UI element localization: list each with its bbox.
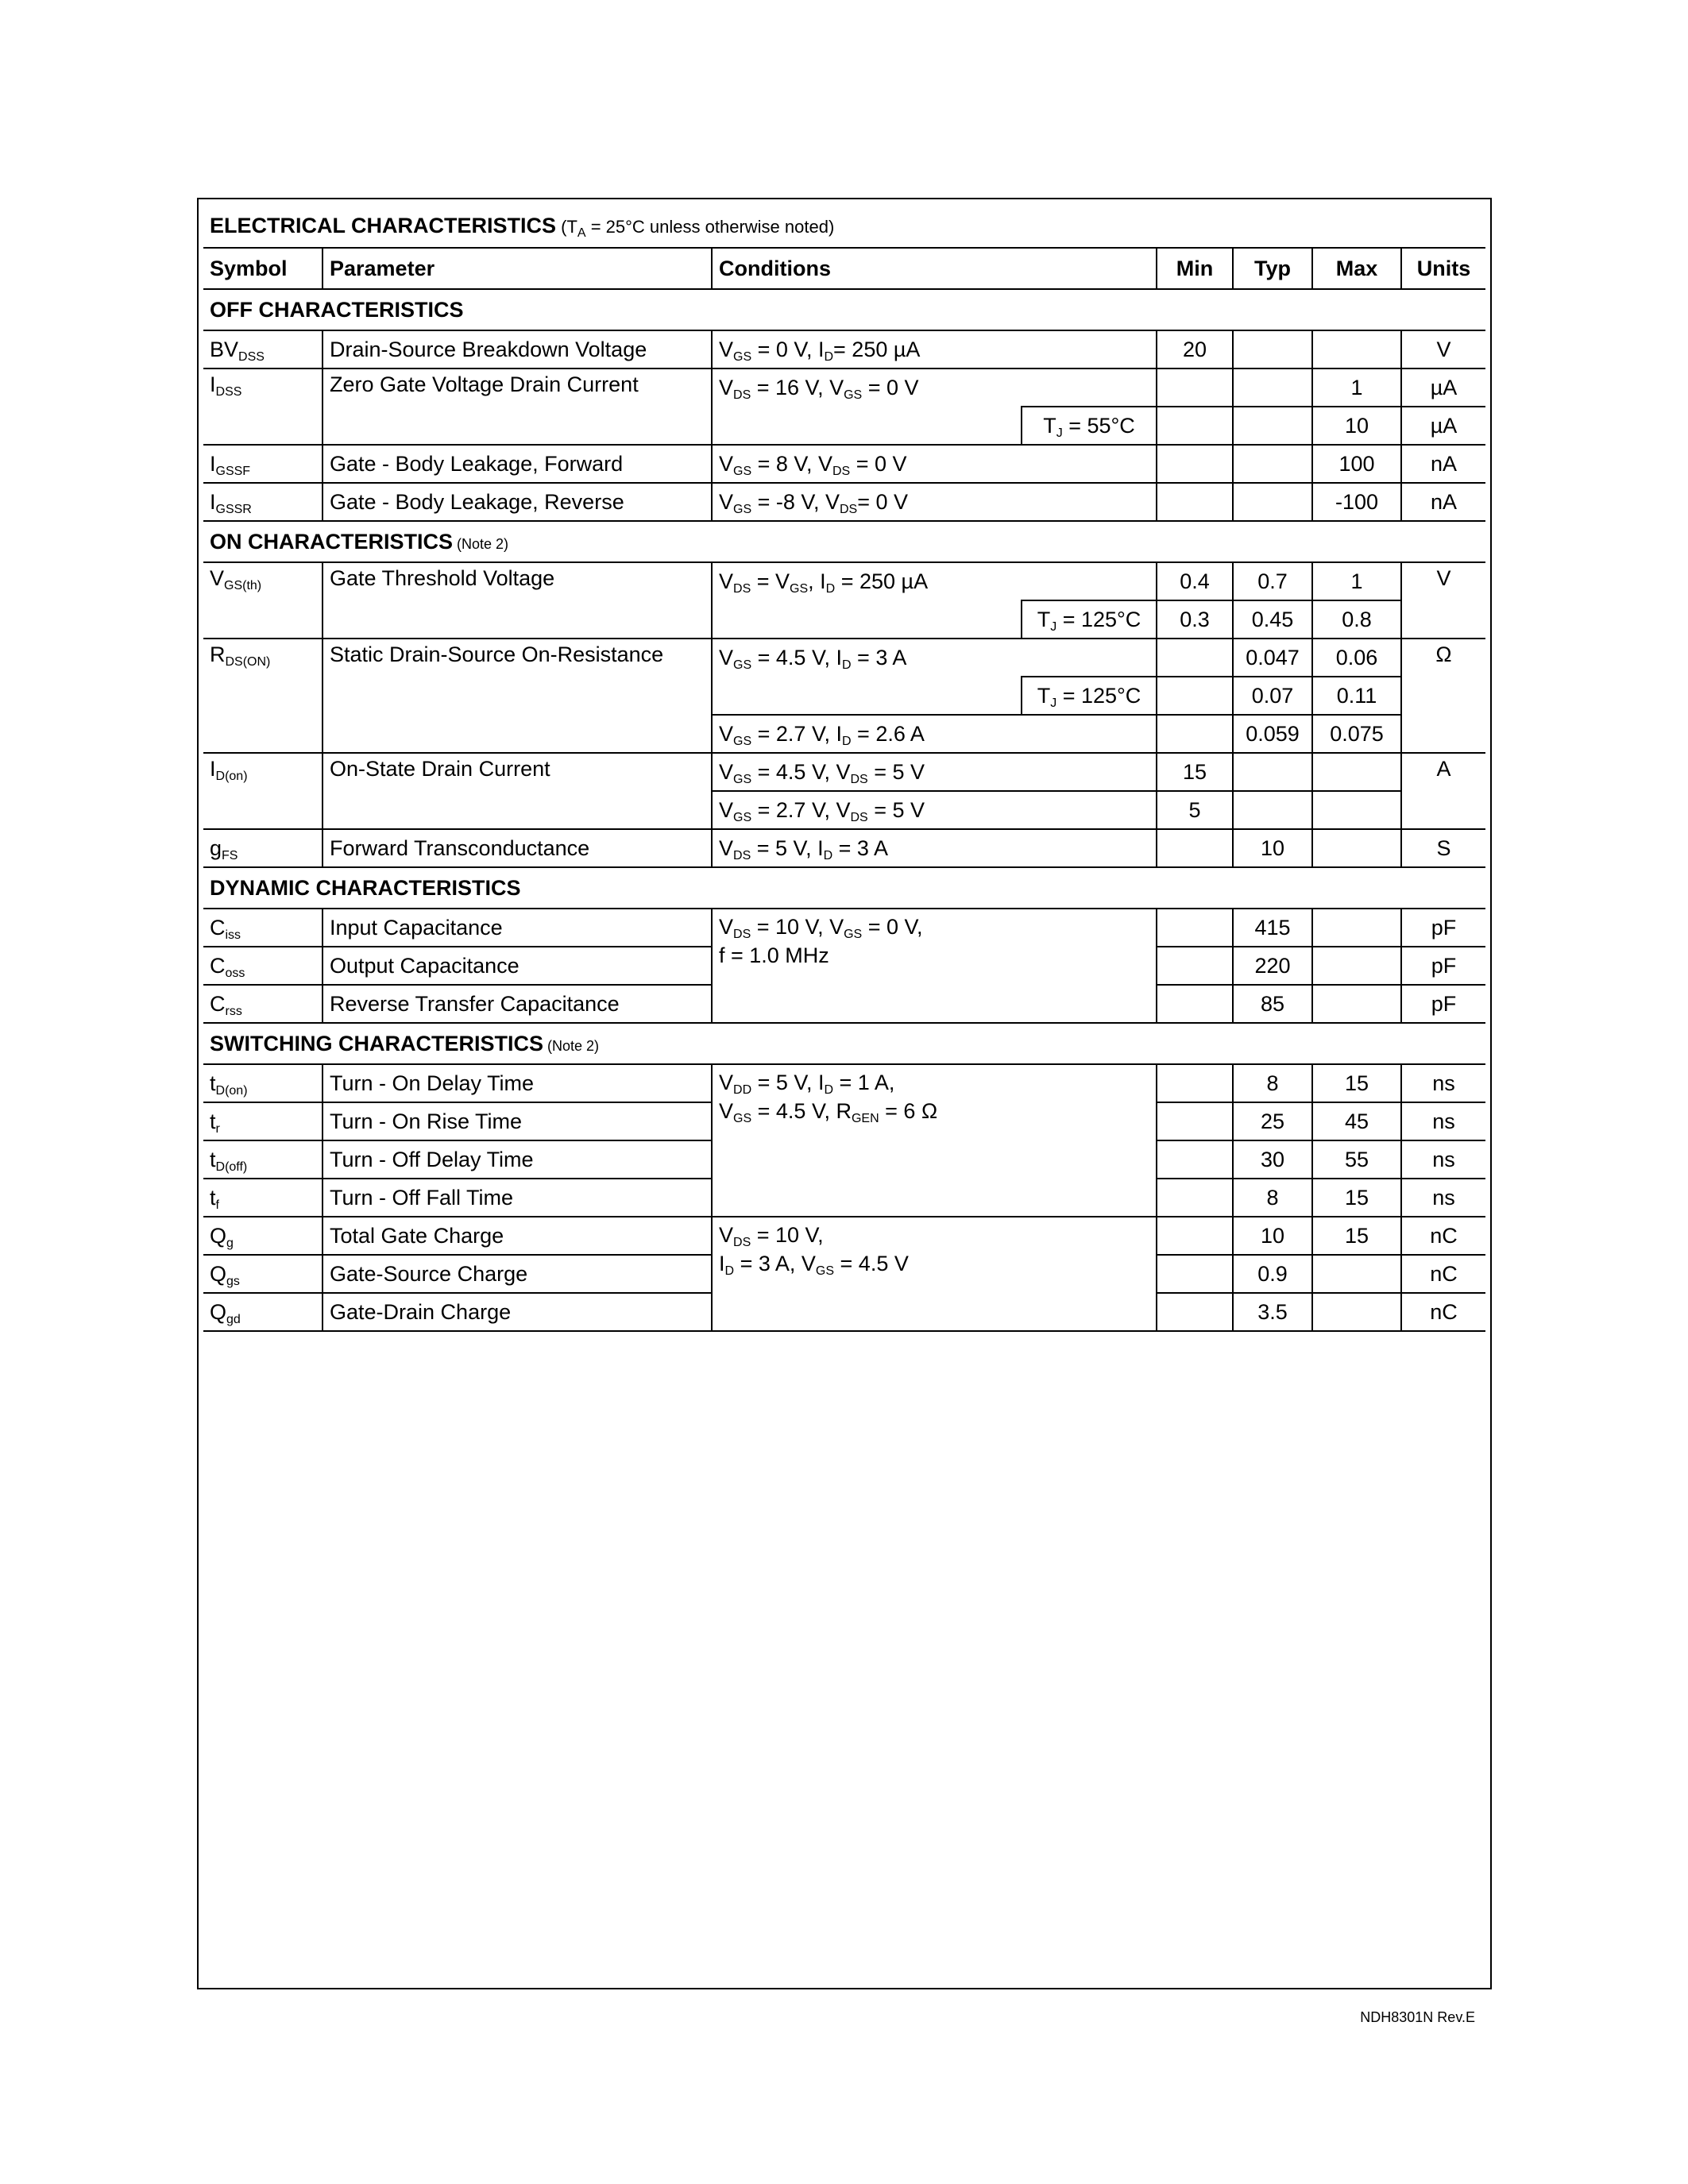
max-cell: 1: [1312, 562, 1401, 600]
section-on-row: [203, 521, 1485, 562]
typ-cell: [1233, 753, 1312, 791]
typ-cell: 0.7: [1233, 562, 1312, 600]
table-title-row: [203, 204, 1485, 248]
typ-cell: 0.07: [1233, 677, 1312, 715]
typ-cell: 10: [1233, 1217, 1312, 1255]
symbol-cell: $V_{GS(th)}$: [203, 562, 323, 639]
parameter-cell: Gate Threshold Voltage: [323, 562, 712, 639]
symbol-cell: $Q_{gd}$: [203, 1293, 323, 1331]
symbol-cell: $C_{rss}$: [203, 985, 323, 1023]
symbol-cell: $R_{DS(ON)}$: [203, 639, 323, 753]
header-min: Min: [1157, 248, 1233, 289]
min-cell: [1157, 1255, 1233, 1293]
tj-condition-cell: $T_J = 125^\circ C$: [1022, 600, 1157, 639]
min-cell: [1157, 1293, 1233, 1331]
table-row-tdon: [203, 1064, 1485, 1102]
symbol-cell: $Q_g$: [203, 1217, 323, 1255]
conditions-line: $V_{DS} = 10$ V, $V_{GS} = 0$ V,: [719, 915, 923, 941]
min-cell: 5: [1157, 791, 1233, 829]
typ-cell: 8: [1233, 1064, 1312, 1102]
symbol-cell: $BV_{DSS}$: [203, 330, 323, 369]
max-cell: [1312, 829, 1401, 867]
conditions-cell: $V_{GS} = 2.7$ V, $I_D = 2.6$ A: [712, 715, 1157, 753]
min-cell: [1157, 369, 1233, 407]
typ-cell: 8: [1233, 1179, 1312, 1217]
section-title-switching: SWITCHING CHARACTERISTICS (Note 2): [203, 1023, 1485, 1064]
section-title-dynamic: DYNAMIC CHARACTERISTICS: [203, 867, 1485, 909]
min-cell: [1157, 829, 1233, 867]
parameter-cell: Gate-Source Charge: [323, 1255, 712, 1293]
unit-cell: ns: [1401, 1064, 1485, 1102]
unit-cell: A: [1401, 753, 1485, 829]
conditions-spacer: [712, 407, 1022, 445]
parameter-cell: Turn - On Delay Time: [323, 1064, 712, 1102]
parameter-cell: Total Gate Charge: [323, 1217, 712, 1255]
max-cell: [1312, 1293, 1401, 1331]
typ-cell: 3.5: [1233, 1293, 1312, 1331]
max-cell: 1: [1312, 369, 1401, 407]
table-title: ELECTRICAL CHARACTERISTICS ($T_A = 25^\circ C$ unless otherwise noted): [203, 204, 1485, 248]
conditions-line: $V_{GS} = 4.5$ V, $R_{GEN} = 6$ Ω: [719, 1099, 938, 1125]
column-header-row: [203, 248, 1485, 289]
footer-revision: NDH8301N Rev.E: [1360, 2009, 1475, 2025]
charge-conditions-cell: [712, 1217, 1157, 1331]
max-cell: 0.8: [1312, 600, 1401, 639]
max-cell: 0.11: [1312, 677, 1401, 715]
typ-cell: 415: [1233, 909, 1312, 947]
parameter-cell: Gate - Body Leakage, Forward: [323, 445, 712, 483]
table-row-vgsth: [203, 562, 1485, 600]
max-cell: 45: [1312, 1102, 1401, 1140]
conditions-line: $I_D = 3$ A, $V_{GS} = 4.5$ V: [719, 1252, 909, 1278]
min-cell: [1157, 1102, 1233, 1140]
typ-cell: 10: [1233, 829, 1312, 867]
unit-cell: V: [1401, 330, 1485, 369]
unit-cell: pF: [1401, 985, 1485, 1023]
conditions-cell: $V_{GS} = -8$ V, $V_{DS}= 0$ V: [712, 483, 1157, 521]
max-cell: 100: [1312, 445, 1401, 483]
table-row-bvdss: [203, 330, 1485, 369]
unit-cell: µA: [1401, 407, 1485, 445]
max-cell: [1312, 753, 1401, 791]
unit-cell: S: [1401, 829, 1485, 867]
typ-cell: 0.9: [1233, 1255, 1312, 1293]
section-title-on: ON CHARACTERISTICS (Note 2): [203, 521, 1485, 562]
unit-cell: pF: [1401, 909, 1485, 947]
min-cell: [1157, 407, 1233, 445]
conditions-cell: $V_{GS} = 4.5$ V, $I_D = 3$ A: [712, 639, 1157, 677]
symbol-cell: $t_{D(on)}$: [203, 1064, 323, 1102]
header-max: Max: [1312, 248, 1401, 289]
conditions-cell: $V_{DS} = V_{GS}$, $I_D = 250$ µA: [712, 562, 1157, 600]
unit-cell: nA: [1401, 483, 1485, 521]
min-cell: [1157, 985, 1233, 1023]
conditions-cell: $V_{DS} = 16$ V, $V_{GS} = 0$ V: [712, 369, 1157, 407]
tj-condition-cell: $T_J = 55^\circ C$: [1022, 407, 1157, 445]
max-cell: [1312, 909, 1401, 947]
symbol-cell: $C_{iss}$: [203, 909, 323, 947]
max-cell: 0.06: [1312, 639, 1401, 677]
parameter-cell: Input Capacitance: [323, 909, 712, 947]
min-cell: [1157, 639, 1233, 677]
parameter-cell: Reverse Transfer Capacitance: [323, 985, 712, 1023]
conditions-spacer: [712, 600, 1022, 639]
min-cell: 0.3: [1157, 600, 1233, 639]
max-cell: [1312, 791, 1401, 829]
symbol-cell: $Q_{gs}$: [203, 1255, 323, 1293]
header-conditions: Conditions: [712, 248, 1157, 289]
parameter-cell: Output Capacitance: [323, 947, 712, 985]
typ-cell: 0.047: [1233, 639, 1312, 677]
symbol-cell: $g_{FS}$: [203, 829, 323, 867]
unit-cell: V: [1401, 562, 1485, 639]
conditions-cell: $V_{GS} = 2.7$ V, $V_{DS} = 5$ V: [712, 791, 1157, 829]
unit-cell: µA: [1401, 369, 1485, 407]
min-cell: [1157, 677, 1233, 715]
conditions-cell: $V_{GS} = 0$ V, $I_D= 250$ µA: [712, 330, 1157, 369]
section-off-row: [203, 289, 1485, 330]
parameter-cell: Forward Transconductance: [323, 829, 712, 867]
section-title-off: OFF CHARACTERISTICS: [203, 289, 1485, 330]
unit-cell: pF: [1401, 947, 1485, 985]
parameter-cell: Zero Gate Voltage Drain Current: [323, 369, 712, 445]
symbol-cell: $t_{D(off)}$: [203, 1140, 323, 1179]
typ-cell: 85: [1233, 985, 1312, 1023]
unit-cell: nC: [1401, 1217, 1485, 1255]
tj-condition-cell: $T_J = 125^\circ C$: [1022, 677, 1157, 715]
symbol-cell: $I_{DSS}$: [203, 369, 323, 445]
header-parameter: Parameter: [323, 248, 712, 289]
unit-cell: ns: [1401, 1140, 1485, 1179]
max-cell: 0.075: [1312, 715, 1401, 753]
parameter-cell: On-State Drain Current: [323, 753, 712, 829]
unit-cell: nC: [1401, 1255, 1485, 1293]
unit-cell: Ω: [1401, 639, 1485, 753]
parameter-cell: Static Drain-Source On-Resistance: [323, 639, 712, 753]
parameter-cell: Gate-Drain Charge: [323, 1293, 712, 1331]
table-row-idss: [203, 369, 1485, 407]
typ-cell: 0.059: [1233, 715, 1312, 753]
max-cell: 15: [1312, 1217, 1401, 1255]
symbol-cell: $t_f$: [203, 1179, 323, 1217]
typ-cell: [1233, 483, 1312, 521]
table-row-idon: [203, 753, 1485, 791]
max-cell: [1312, 330, 1401, 369]
min-cell: [1157, 445, 1233, 483]
max-cell: [1312, 947, 1401, 985]
symbol-cell: $I_{D(on)}$: [203, 753, 323, 829]
table-row-ciss: [203, 909, 1485, 947]
header-typ: Typ: [1233, 248, 1312, 289]
typ-cell: [1233, 369, 1312, 407]
min-cell: [1157, 1064, 1233, 1102]
electrical-characteristics-table: [203, 204, 1485, 1332]
symbol-cell: $I_{GSSR}$: [203, 483, 323, 521]
max-cell: -100: [1312, 483, 1401, 521]
parameter-cell: Gate - Body Leakage, Reverse: [323, 483, 712, 521]
min-cell: 20: [1157, 330, 1233, 369]
parameter-cell: Drain-Source Breakdown Voltage: [323, 330, 712, 369]
min-cell: [1157, 1140, 1233, 1179]
unit-cell: ns: [1401, 1179, 1485, 1217]
min-cell: [1157, 715, 1233, 753]
capacitance-conditions-cell: [712, 909, 1157, 1023]
max-cell: 15: [1312, 1179, 1401, 1217]
symbol-cell: $C_{oss}$: [203, 947, 323, 985]
min-cell: [1157, 947, 1233, 985]
typ-cell: 220: [1233, 947, 1312, 985]
symbol-cell: $t_r$: [203, 1102, 323, 1140]
min-cell: [1157, 483, 1233, 521]
table-row-gfs: [203, 829, 1485, 867]
table-row-igssf: [203, 445, 1485, 483]
conditions-line: $V_{DS} = 10$ V,: [719, 1223, 824, 1249]
conditions-spacer: [712, 677, 1022, 715]
max-cell: 55: [1312, 1140, 1401, 1179]
unit-cell: nA: [1401, 445, 1485, 483]
conditions-cell: $V_{GS} = 4.5$ V, $V_{DS} = 5$ V: [712, 753, 1157, 791]
typ-cell: 30: [1233, 1140, 1312, 1179]
max-cell: [1312, 1255, 1401, 1293]
header-units: Units: [1401, 248, 1485, 289]
conditions-cell: $V_{GS} = 8$ V, $V_{DS} = 0$ V: [712, 445, 1157, 483]
typ-cell: [1233, 791, 1312, 829]
typ-cell: [1233, 407, 1312, 445]
symbol-cell: $I_{GSSF}$: [203, 445, 323, 483]
parameter-cell: Turn - Off Delay Time: [323, 1140, 712, 1179]
parameter-cell: Turn - On Rise Time: [323, 1102, 712, 1140]
min-cell: 15: [1157, 753, 1233, 791]
parameter-cell: Turn - Off Fall Time: [323, 1179, 712, 1217]
typ-cell: [1233, 445, 1312, 483]
section-dynamic-row: [203, 867, 1485, 909]
min-cell: [1157, 1217, 1233, 1255]
typ-cell: [1233, 330, 1312, 369]
conditions-line: f = 1.0 MHz: [719, 943, 829, 967]
min-cell: 0.4: [1157, 562, 1233, 600]
unit-cell: ns: [1401, 1102, 1485, 1140]
max-cell: 15: [1312, 1064, 1401, 1102]
min-cell: [1157, 1179, 1233, 1217]
switching-conditions-cell: [712, 1064, 1157, 1217]
typ-cell: 0.45: [1233, 600, 1312, 639]
min-cell: [1157, 909, 1233, 947]
header-symbol: Symbol: [203, 248, 323, 289]
max-cell: [1312, 985, 1401, 1023]
unit-cell: nC: [1401, 1293, 1485, 1331]
max-cell: 10: [1312, 407, 1401, 445]
section-switching-row: [203, 1023, 1485, 1064]
conditions-line: $V_{DD} = 5$ V, $I_D = 1$ A,: [719, 1071, 895, 1097]
table-row-igssr: [203, 483, 1485, 521]
conditions-cell: $V_{DS} = 5$ V, $I_D = 3$ A: [712, 829, 1157, 867]
typ-cell: 25: [1233, 1102, 1312, 1140]
table-row-rdson: [203, 639, 1485, 677]
table-row-qg: [203, 1217, 1485, 1255]
